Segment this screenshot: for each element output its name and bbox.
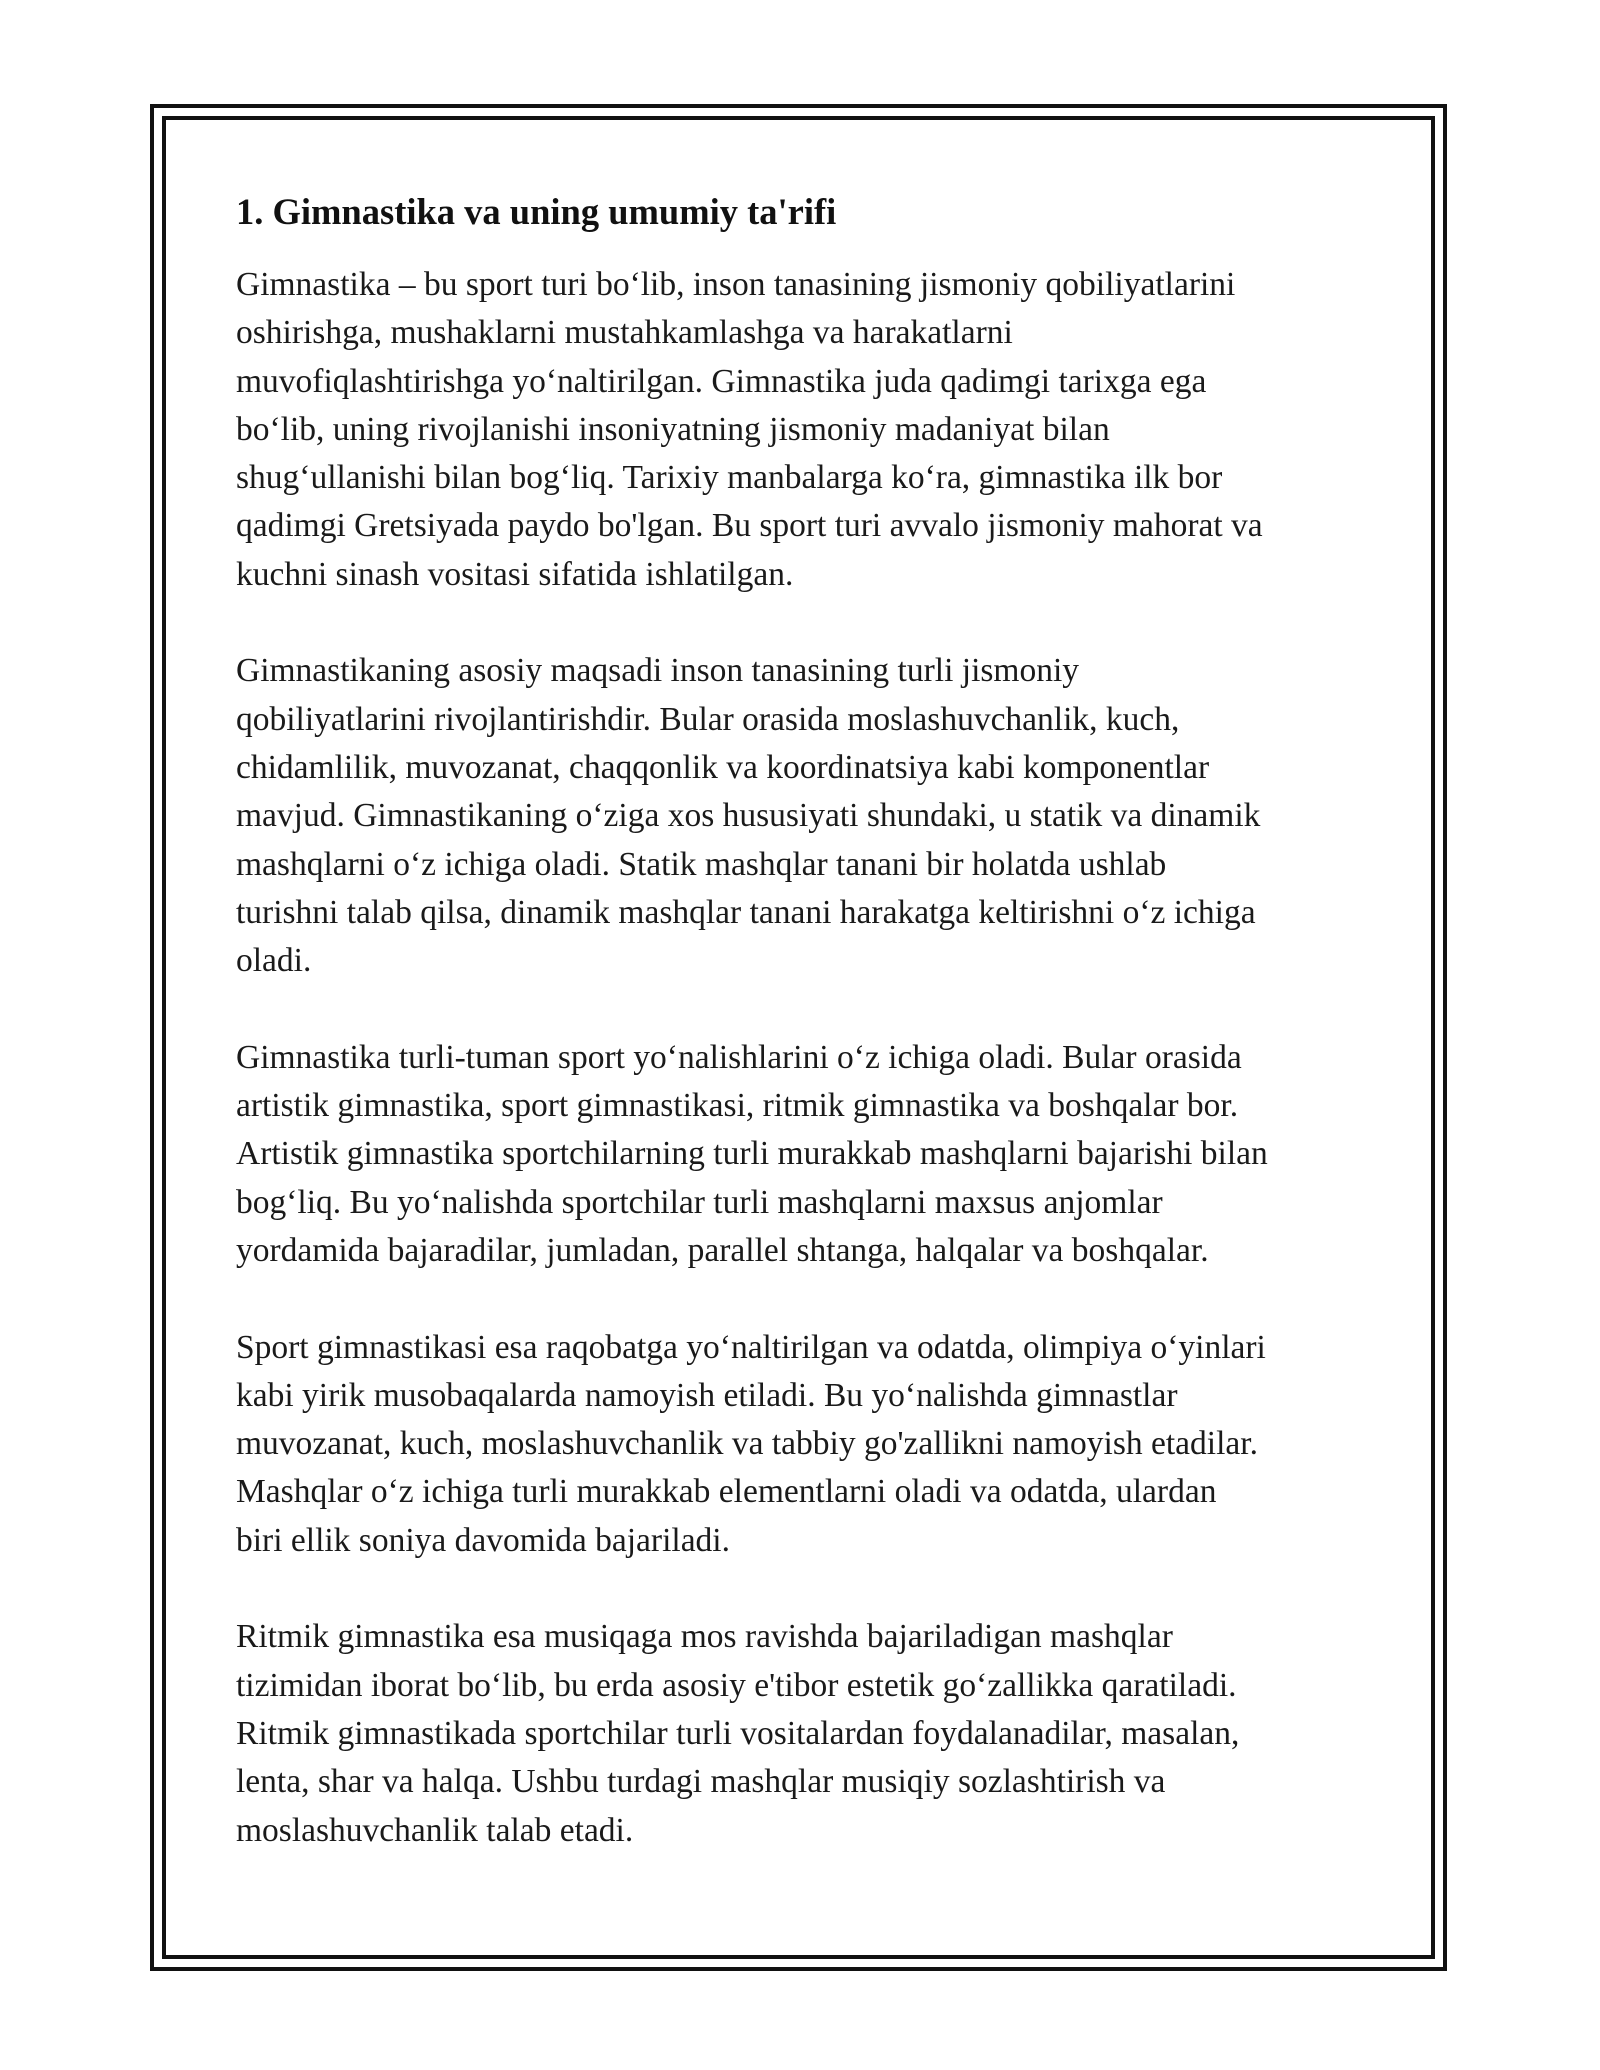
text-line: bo‘lib, uning rivojlanishi insoniyatning jismoniy madaniyat bilan (236, 410, 1110, 448)
text-line: lenta, shar va halqa. Ushbu turdagi mashqlar musiqiy sozlashtirish va (236, 1763, 1166, 1801)
text-line: yordamida bajaradilar, jumladan, parallel shtanga, halqalar va boshqalar. (236, 1231, 1209, 1269)
text-line: moslashuvchanlik talab etadi. (236, 1811, 634, 1849)
text-line: bog‘liq. Bu yo‘nalishda sportchilar turli mashqlarni maxsus anjomlar (236, 1183, 1163, 1221)
text-line: shug‘ullanishi bilan bog‘liq. Tarixiy manbalarga ko‘ra, gimnastika ilk bor (236, 459, 1223, 497)
text-line: kabi yirik musobaqalarda namoyish etiladi. Bu yo‘nalishda gimnastlar (236, 1376, 1178, 1414)
text-line: Ritmik gimnastika esa musiqaga mos ravishda bajariladigan mashqlar (236, 1618, 1173, 1656)
text-line: mavjud. Gimnastikaning o‘ziga xos hususiyati shundaki, u statik va dinamik (236, 797, 1261, 835)
text-line: Mashqlar o‘z ichiga turli murakkab elementlarni oladi va odatda, ulardan (236, 1473, 1217, 1511)
text-line: oladi. (236, 942, 312, 980)
text-line: muvozanat, kuch, moslashuvchanlik va tabbiy go'zallikni namoyish etadilar. (236, 1425, 1258, 1463)
text-line: chidamlilik, muvozanat, chaqqonlik va koordinatsiya kabi komponentlar (236, 748, 1210, 786)
text-line: tizimidan iborat bo‘lib, bu erda asosiy e'tibor estetik go‘zallikka qaratiladi. (236, 1666, 1237, 1704)
document-body (236, 188, 1371, 1855)
text-line: qadimgi Gretsiyada paydo bo'lgan. Bu sport turi avvalo jismoniy mahorat va (236, 507, 1263, 545)
text-line: Gimnastika – bu sport turi bo‘lib, inson tanasining jismoniy qobiliyatlarini (236, 266, 1236, 303)
paragraph-5 (236, 1613, 1371, 1854)
paragraph-2 (236, 647, 1371, 985)
text-line: muvofiqlashtirishga yo‘naltirilgan. Gimnastika juda qadimgi tarixga ega (236, 362, 1207, 400)
text-line: turishni talab qilsa, dinamik mashqlar tanani harakatga keltirishni o‘z ichiga (236, 893, 1256, 931)
text-line: Artistik gimnastika sportchilarning turli murakkab mashqlarni bajarishi bilan (236, 1135, 1268, 1173)
text-line: Sport gimnastikasi esa raqobatga yo‘naltirilgan va odatda, olimpiya o‘yinlari (236, 1328, 1266, 1366)
paragraph-4 (236, 1324, 1371, 1565)
text-line: biri ellik soniya davomida bajariladi. (236, 1521, 730, 1559)
paragraph-3 (236, 1034, 1371, 1275)
text-line: kuchni sinash vositasi sifatida ishlatilgan. (236, 555, 794, 593)
text-line: mashqlarni o‘z ichiga oladi. Statik mashqlar tanani bir holatda ushlab (236, 845, 1167, 883)
text-line: Gimnastikaning asosiy maqsadi inson tanasining turli jismoniy (236, 652, 1080, 690)
text-line: Ritmik gimnastikada sportchilar turli vositalardan foydalanadilar, masalan, (236, 1714, 1240, 1752)
text-line: Gimnastika turli-tuman sport yo‘nalishlarini o‘z ichiga oladi. Bular orasida (236, 1038, 1242, 1076)
paragraph-1 (236, 261, 1371, 599)
text-line: oshirishga, mushaklarni mustahkamlashga va harakatlarni (236, 314, 1013, 352)
text-line: artistik gimnastika, sport gimnastikasi, ritmik gimnastika va boshqalar bor. (236, 1087, 1239, 1125)
section-heading: 1. Gimnastika va uning umumiy ta'rifi (236, 191, 837, 232)
text-line: qobiliyatlarini rivojlantirishdir. Bular orasida moslashuvchanlik, kuch, (236, 700, 1180, 738)
